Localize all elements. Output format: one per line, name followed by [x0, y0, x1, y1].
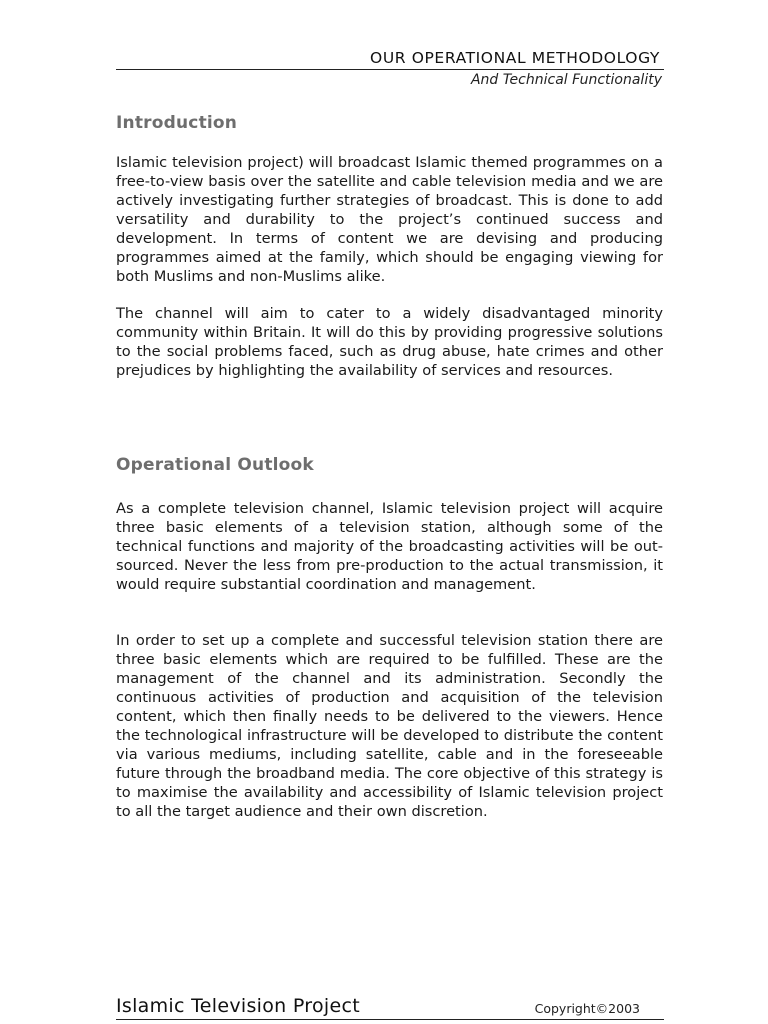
page-header — [116, 48, 664, 89]
footer-title: Islamic Television Project — [116, 995, 360, 1017]
operational-outlook-paragraph-2: In order to set up a complete and successful television station there are three basic elements which are required to be fulfilled. These are the management of the channel and its administration. Secondly the continuous activities of production and acquisition of the television content, which then finally needs to be delivered to the viewers. Hence the technological infrastructure will be developed to distribute the content via various mediums, including satellite, cable and in the foreseeable future through the broadband media. The core objective of this strategy is to maximise the availability and accessibility of Islamic television project to all the target audience and their own discretion. — [116, 632, 663, 820]
introduction-heading: Introduction — [116, 113, 238, 133]
footer-row — [116, 994, 664, 1019]
introduction-paragraph-1: Islamic television project) will broadcast Islamic themed programmes on a free-to-view basis over the satellite and cable television media and we are actively investigating further strategies of broadcast. This is done to add versatility and durability to the project’s continued success and development. In terms of content we are devising and producing programmes aimed at the family, which should be engaging viewing for both Muslims and non-Muslims alike. — [116, 154, 663, 285]
operational-outlook-paragraph-1: As a complete television channel, Islamic television project will acquire three basic elements of a television station, although some of the technical functions and majority of the broadcasting activities will be out-sourced. Never the less from pre-production to the actual transmission, it would require substantial coordination and management. — [116, 500, 663, 593]
footer-divider — [116, 1019, 664, 1020]
page-footer — [116, 994, 664, 1020]
header-title: OUR OPERATIONAL METHODOLOGY — [370, 49, 660, 67]
operational-outlook-heading: Operational Outlook — [116, 455, 314, 475]
footer-copyright: Copyright©2003 — [534, 1001, 640, 1016]
header-divider — [116, 69, 664, 70]
header-subtitle: And Technical Functionality — [470, 72, 662, 88]
introduction-paragraph-2: The channel will aim to cater to a widely disadvantaged minority community within Britain. It will do this by providing progressive solutions to the social problems faced, such as drug abuse, hate crimes and other prejudices by highlighting the availability of services and resources. — [116, 305, 663, 379]
